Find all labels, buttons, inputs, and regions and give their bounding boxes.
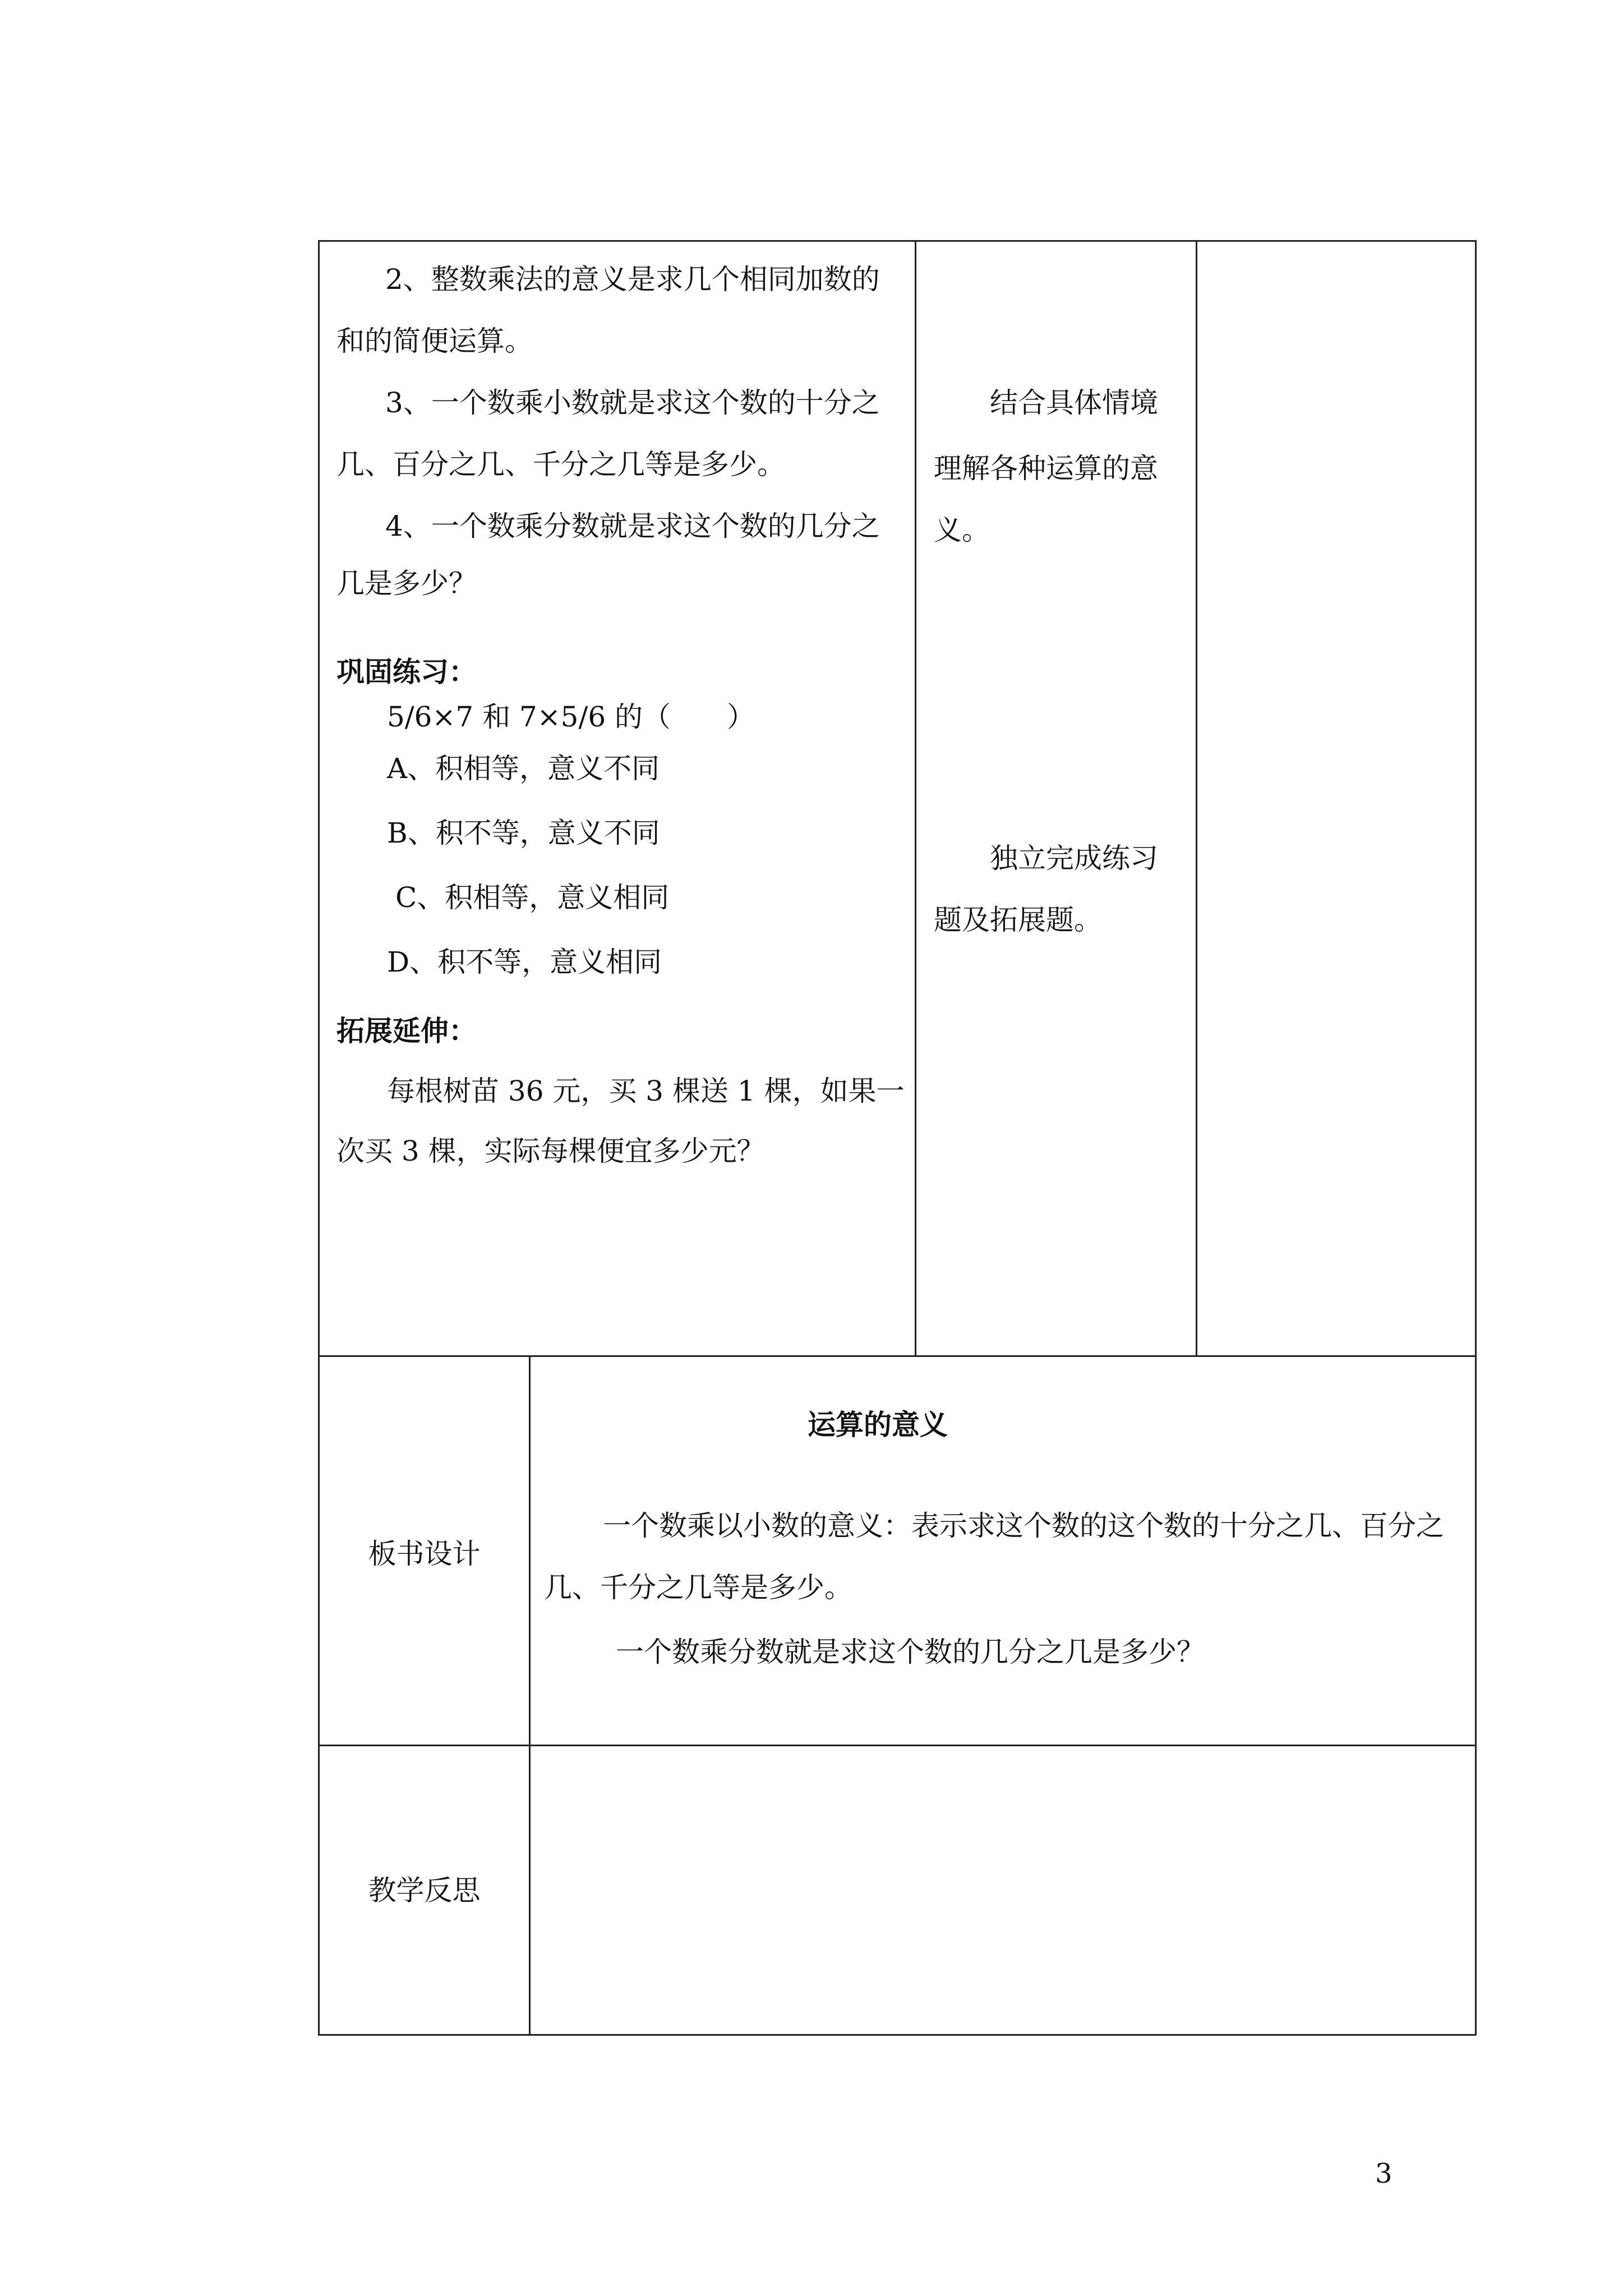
option-c: C、积相等，意义相同 [395,881,670,914]
activity-2-line2: 题及拓展题。 [934,904,1102,936]
board-title: 运算的意义 [808,1409,948,1441]
meaning-item-2-line1: 2、整数乘法的意义是求几个相同加数的 [385,263,880,296]
practice-question: 5/6×7 和 7×5/6 的（ ） [387,701,755,733]
board-line-2: 几、千分之几等是多少。 [544,1571,852,1604]
option-d: D、积不等，意义相同 [387,946,662,978]
activity-2-line1: 独立完成练习 [990,842,1158,875]
label-column-divider [529,1355,531,2035]
extension-heading: 拓展延伸： [336,1015,477,1047]
upper-divider-2 [1196,240,1197,1356]
board-design-label: 板书设计 [368,1538,481,1570]
table-right-border [1475,240,1477,2035]
row-divider-board [318,1745,1476,1746]
option-b: B、积不等，意义不同 [387,817,660,849]
meaning-item-2-line2: 和的简便运算。 [336,325,533,357]
upper-divider-1 [915,240,916,1356]
activity-1-line3: 义。 [934,514,990,546]
reflection-label: 教学反思 [368,1874,481,1907]
practice-heading: 巩固练习： [336,656,477,688]
meaning-item-3-line1: 3、一个数乘小数就是求这个数的十分之 [385,386,880,419]
table-left-border [318,240,320,2035]
table-top-border [318,240,1476,242]
meaning-item-4-line2: 几是多少？ [336,567,477,600]
page-number: 3 [1375,2158,1393,2189]
board-line-3: 一个数乘分数就是求这个数的几分之几是多少？ [616,1636,1205,1668]
activity-1-line1: 结合具体情境 [990,386,1158,419]
board-line-1: 一个数乘以小数的意义：表示求这个数的这个数的十分之几、百分之 [603,1510,1444,1542]
meaning-item-3-line2: 几、百分之几、千分之几等是多少。 [336,448,785,481]
option-a: A、积相等，意义不同 [387,752,660,785]
extension-question-line2: 次买 3 棵，实际每棵便宜多少元？ [336,1135,765,1167]
extension-question-line1: 每根树苗 36 元，买 3 棵送 1 棵，如果一 [387,1075,905,1107]
meaning-item-4-line1: 4、一个数乘分数就是求这个数的几分之 [385,510,880,542]
row-divider-upper [318,1355,1476,1357]
activity-1-line2: 理解各种运算的意 [934,452,1158,485]
table-bottom-border [318,2034,1476,2036]
